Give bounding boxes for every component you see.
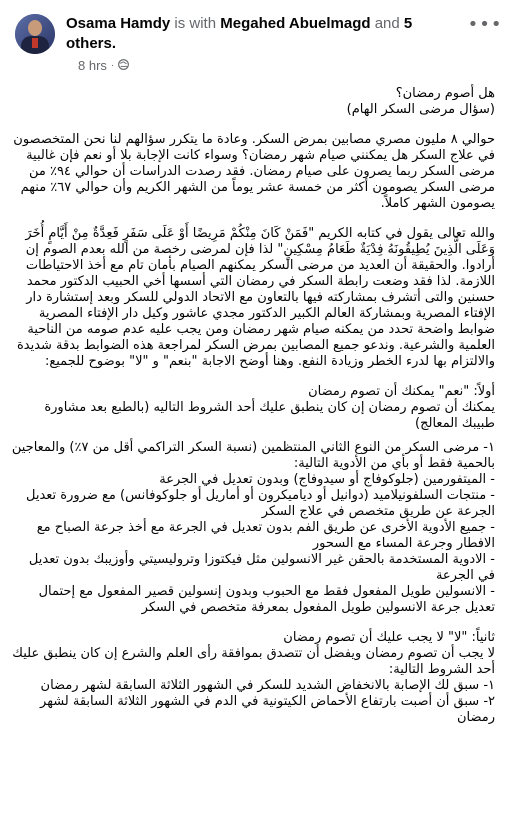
paragraph-intro: حوالي ٨ مليون مصري مصابين بمرض السكر. وعادة ما يتكرر سؤالهم لنا نحن المتخصصون في علاج السكر هل يمكنني صيام شهر رمضان؟ وسواء كانت الإجابة بلا أو نعم فإن غالبية مرضى السكر ربما يصرون على صيام رمضان. فقد رصدت الدراسات أن حوالي ٩٤٪ من مرضى السكر يصومون أكثر من خمسة عشر يوماً من الشهر الكريم وأن حوالي ٦٧٪ منهم يصومون الشهر كاملاً. bbox=[13, 132, 495, 211]
yes-subitem: - منتجات السلفونيلاميد (دوانيل أو دياميكرون أو أماريل أو جلوكوفانس) مع ضرورة تعديل الجرعة عن طريق متخصص في علاج السكر bbox=[25, 488, 495, 519]
no-item: ١- سبق لك الإصابة بالانخفاض الشديد للسكر في الشهور الثلاثة السابقة لشهر رمضان bbox=[40, 678, 495, 693]
yes-subitem: - جميع الأدوية الأخرى عن طريق الفم بدون تعديل في الجرعة مع أخذ جرعة الصباح مع الافطار وجرعة المساء مع السحور bbox=[36, 520, 495, 551]
no-intro: لا يجب أن تصوم رمضان ويفضل أن تتصدق بموافقة رأى العلم والشرع إن كان ينطبق عليك أحد الشروط التالية: bbox=[12, 646, 495, 677]
paragraph-guidelines: والله تعالى يقول في كتابه الكريم "فَمَنْ كَانَ مِنْكُمْ مَرِيضًا أَوْ عَلَى سَفَرٍ فَعِدَّةٌ مِنْ أَيَّامٍ أُخَرَ وَعَلَى الَّذِينَ يُطِيقُونَهُ فِدْيَةٌ طَعَامُ مِسْكِينٍ" لذا فإن لمرضى رخصة من الله بعدم الصوم إن أرادوا. والحقيقة أن العديد من مرضى السكر يمكنهم الصيام بأمان تام مع أخذ الاحتياطات اللازمة. لذا فقد وضعت رابطة السكر في رمضان التي أسسها أخي الحبيب الدكتور محمد حسنين والتى أتشرف بمشاركته فيها بالتعاون مع الاتحاد الدولي للسكر وبعد إستشارة دار الإفتاء المصرية وبمشاركة العالم الكبير الدكتور مجدي عاشور وكيل دار الإفتاء المصرية ضوابط واضحة تحدد من يمكنه صيام شهر رمضان ومن يجب عليه عدم صومه من الناحية العلمية والشرعية. وندعو جميع المصابين بمرض السكر لمراجعة هذه الضوابط بدقة شديدة والالتزام بها لدرء الخطر وزيادة النفع. وهنا أوضح الاجابة "بنعم" و "لا" بوضوح للجميع: bbox=[16, 226, 495, 369]
no-item: ٢- سبق أن أصبت بارتفاع الأحماض الكيتونية في الدم في الشهور الثلاثة السابقة لشهر رمضان bbox=[40, 694, 495, 725]
with-text: is with bbox=[174, 15, 217, 32]
author-name[interactable]: Osama Hamdy bbox=[66, 15, 171, 32]
yes-subitem: - الميتفورمين (جلوكوفاج أو سيدوفاج) وبدون تعديل في الجرعة bbox=[159, 472, 495, 487]
post-header bbox=[0, 0, 507, 80]
tagged-person[interactable]: Megahed Abuelmagd bbox=[220, 15, 371, 32]
yes-intro: يمكنك أن تصوم رمضان إن كان ينطبق عليك أحد الشروط التاليه (بالطبع بعد مشاورة طبيبك المعالج) bbox=[44, 400, 495, 431]
globe-icon[interactable] bbox=[118, 58, 129, 73]
separator-dot: · bbox=[110, 60, 115, 71]
author-line bbox=[66, 14, 466, 54]
tagged-others[interactable]: 5 others. bbox=[66, 15, 413, 52]
post-meta bbox=[78, 58, 129, 73]
post-body bbox=[10, 86, 495, 726]
ellipsis-icon: ••• bbox=[467, 13, 503, 35]
author-avatar[interactable] bbox=[15, 14, 55, 54]
yes-subitem: - الانسولين طويل المفعول فقط مع الحبوب وبدون إنسولين قصير المفعول مع إحتمال تعديل جرعة الانسولين طويل المفعول بمعرفة متخصص في السكر bbox=[38, 584, 495, 615]
post-time[interactable]: 8 hrs bbox=[78, 58, 107, 73]
post-title: هل أصوم رمضان؟ bbox=[395, 86, 495, 101]
and-text: and bbox=[374, 15, 400, 32]
more-options-button[interactable] bbox=[467, 12, 503, 36]
yes-heading: أولاً: "نعم" يمكنك أن تصوم رمضان bbox=[308, 384, 495, 399]
post-subtitle: (سؤال مرضى السكر الهام) bbox=[346, 102, 495, 117]
yes-item: ١- مرضى السكر من النوع الثاني المنتظمين (نسبة السكر التراكمي أقل من ٧٪) والمعاجين بالحمية فقط أو بأي من الأدوية التالية: bbox=[11, 440, 495, 471]
no-heading: ثانياً: "لا" لا يجب عليك أن تصوم رمضان bbox=[283, 630, 495, 645]
yes-subitem: - الادوية المستخدمة بالحقن غير الانسولين مثل فيكتوزا وتروليسيتي وأوزيبك بدون تعديل في الجرعة bbox=[28, 552, 495, 583]
